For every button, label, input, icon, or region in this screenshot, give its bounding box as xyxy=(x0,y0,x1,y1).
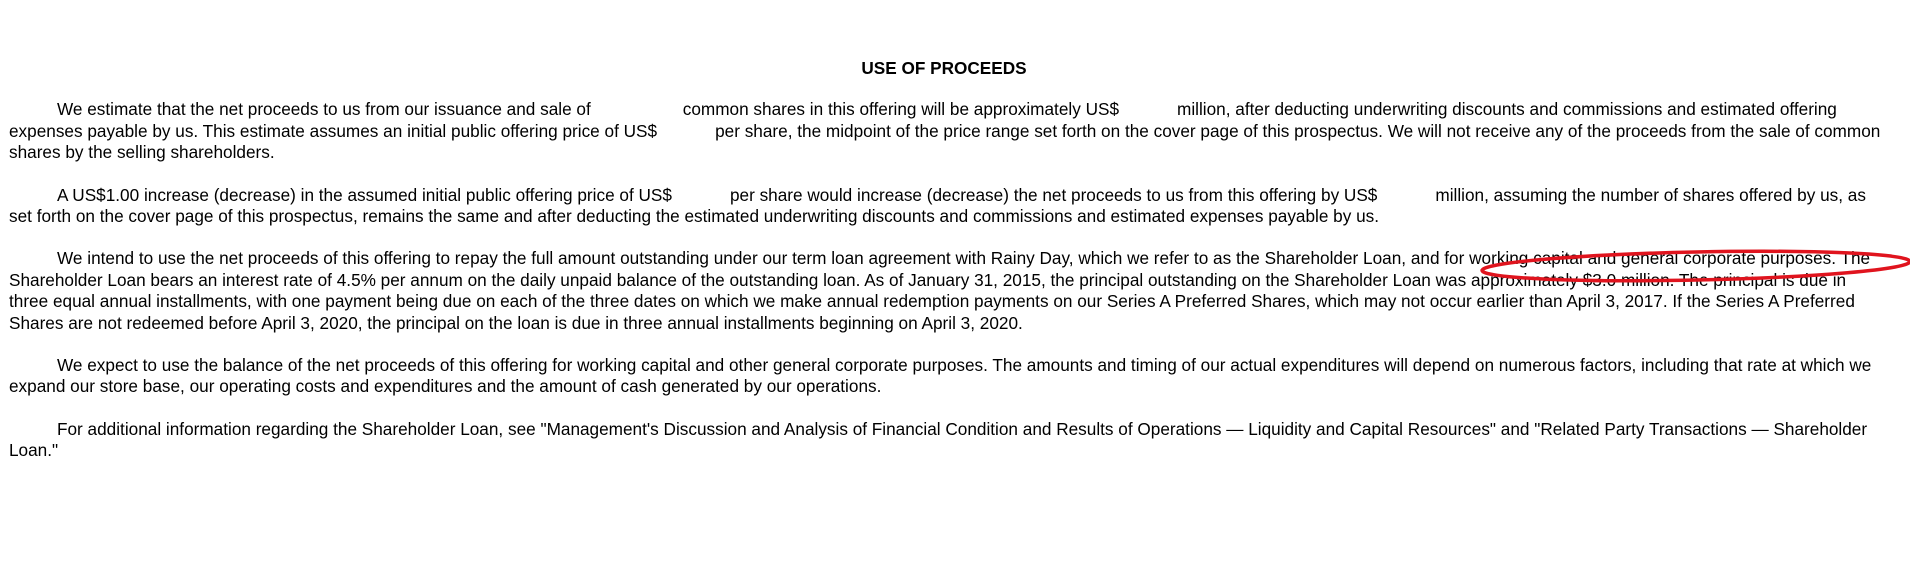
paragraph-balance-use: We expect to use the balance of the net proceeds of this offering for working capital and other general corporate purposes. The amounts and timing of our actual expenditures will depend on numerous factors, including that rate at which we expand our store base, our operating costs and expenditures and the amount of cash generated by our operations. xyxy=(9,355,1872,397)
paragraph-text: million, after deducting underwriting discounts and commissions and estimated offering expenses payable by us. This estimate assumes an initial public offering price of US$ xyxy=(9,99,1837,141)
paragraph-text: million, assuming the number of shares offered by us, as set forth on the cover page of this prospectus, remains the same and after deducting the estimated underwriting discounts and commissions and estimated expenses payable by us. xyxy=(9,184,1866,227)
paragraph-shareholder-loan: We intend to use the net proceeds of this offering to repay the full amount outstanding under our term loan agreement with Rainy Day, which we refer to as the Shareholder Loan, and for working capital and general corporate purposes. The Shareholder Loan bears an interest rate of 4.5% per annum on the daily unpaid balance of the outstanding loan. As of January 31, 2015, the principal outstanding on the Shareholder Loan was approximately $3.0 million. The principal is due in three equal annual installments, with one payment being due on each of the three dates on which we make annual redemption payments on our Series A Preferred Shares, which may not occur earlier than April 3, 2017. If the Series A Preferred Shares are not redeemed before April 3, 2020, the principal on the loan is due in three annual installments beginning on April 3, 2020. xyxy=(9,248,1871,333)
document-page xyxy=(9,58,1889,483)
section-title: USE OF PROCEEDS xyxy=(861,58,1027,78)
paragraph-price-sensitivity xyxy=(9,185,1889,228)
paragraph-text: per share, the midpoint of the price range set forth on the cover page of this prospectus. We will not receive any of the proceeds from the sale of common shares by the selling shareholders. xyxy=(9,120,1881,163)
paragraph-text: A US$1.00 increase (decrease) in the assumed initial public offering price of US$ xyxy=(57,184,672,205)
paragraph-net-proceeds-estimate xyxy=(9,99,1889,163)
paragraph-text: per share would increase (decrease) the net proceeds to us from this offering by US$ xyxy=(729,184,1378,205)
paragraph-text: common shares in this offering will be approximately US$ xyxy=(682,99,1120,120)
paragraph-text: We estimate that the net proceeds to us from our issuance and sale of xyxy=(57,99,591,120)
paragraph-additional-info: For additional information regarding the Shareholder Loan, see "Management's Discussion and Analysis of Financial Condition and Results of Operations — Liquidity and Capital Resources" and "Related Party Transactions — Shareholder Loan." xyxy=(9,418,1868,461)
